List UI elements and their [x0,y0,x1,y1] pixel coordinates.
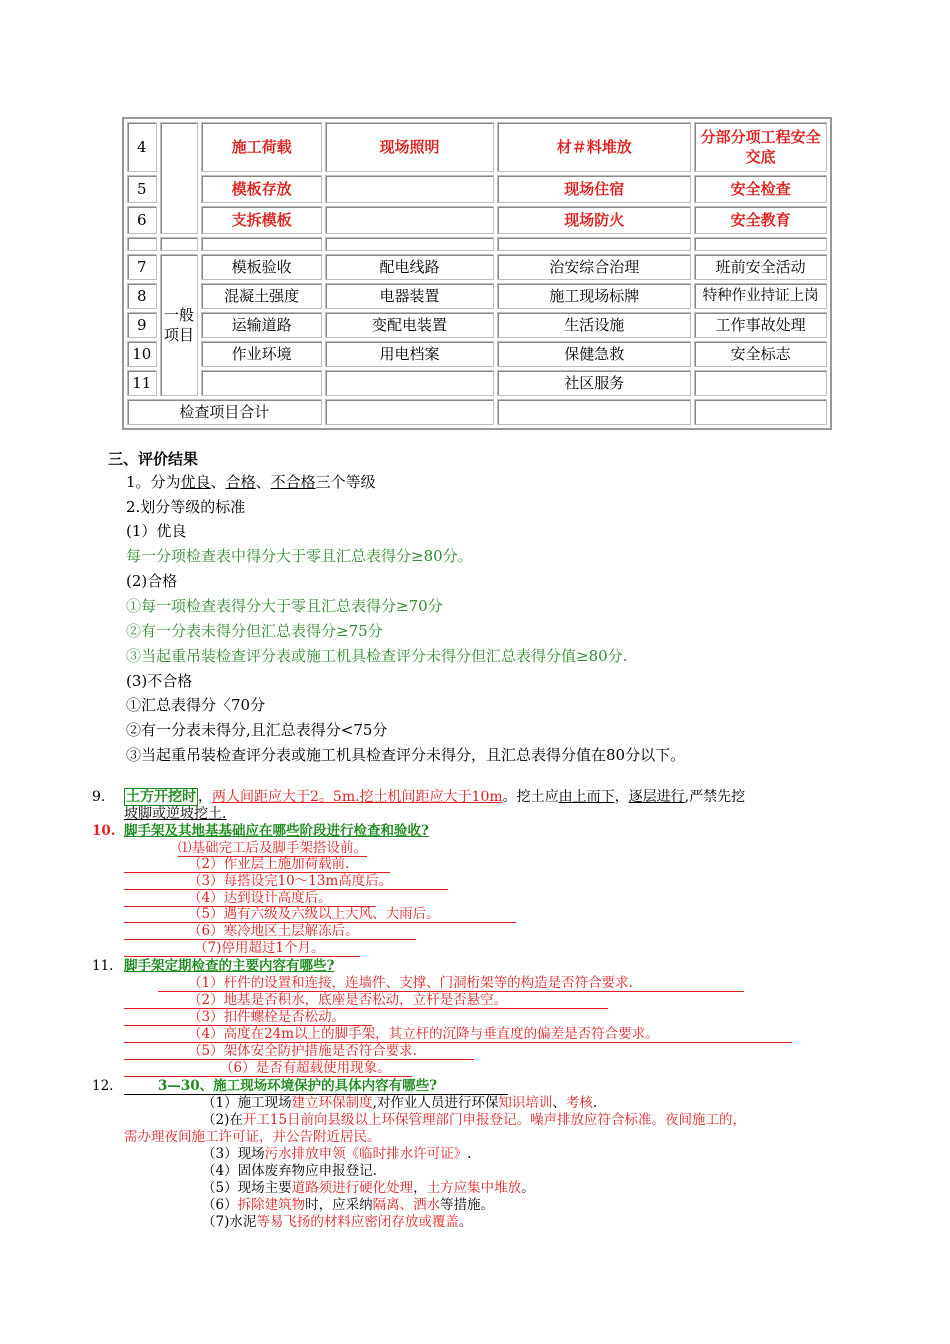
total-label: 检查项目合计 [127,399,322,425]
table-cell: 运输道路 [201,312,321,338]
q10-item: （5）遇有六级及六级以上大风、大雨后。 [124,906,516,923]
q10-title: 脚手架及其地基基础应在哪些阶段进行检查和验收? [124,823,429,839]
table-cell: 作业环境 [201,341,321,367]
q11-item: （1）杆件的设置和连接，连墙件、支撑、门洞桁架等的构造是否符合要求. [158,975,744,992]
category-cell-general: 一般项目 [160,254,199,396]
q12-item-6: （6）拆除建筑物时，应采纳隔离、洒水等措施。 [202,1197,495,1213]
table-row [127,254,827,280]
table-cell: 保健急救 [497,341,691,367]
table-cell: 模板验收 [201,254,321,280]
eval-line-5: (2)合格 [126,572,178,590]
q10-number: 10. [92,823,116,839]
row-number: 7 [127,254,157,280]
table-cell [325,206,494,234]
table-row [127,312,827,338]
q10-item: （2）作业层上施加荷载前. [124,856,390,873]
q11-item: （5）架体安全防护措施是否符合要求. [124,1043,474,1060]
q12-item-2-cont: 需办理夜间施工许可证，并公告附近居民。 [124,1129,381,1145]
q11-item: （2）地基是否积水，底座是否松动，立杆是否悬空。 [124,992,608,1009]
row-number: 8 [127,283,157,309]
eval-line-11: ②有一分表未得分,且汇总表得分<75分 [126,721,388,739]
table-cell: 材＃料堆放 [497,122,691,172]
table-cell: 安全教育 [694,206,827,234]
table-cell: 施工荷载 [201,122,321,172]
eval-line-6: ①每一项检查表得分大于零且汇总表得分≥70分 [126,597,443,615]
table-row-total [127,399,827,425]
table-cell: 班前安全活动 [694,254,827,280]
table-cell: 施工现场标牌 [497,283,691,309]
q12-item-3: （3）现场污水排放申领《临时排水许可证》. [202,1146,472,1162]
q9-line-2: 坡脚或逆坡挖土. [124,806,227,822]
table-cell: 社区服务 [497,370,691,396]
inspection-table [122,117,832,430]
eval-line-4: 每一分项检查表中得分大于零且汇总表得分≥80分。 [126,547,473,565]
row-number: 11 [127,370,157,396]
q12-item-5: （5）现场主要道路须进行硬化处理，土方应集中堆放。 [202,1180,535,1196]
q9-number: 9. [92,789,106,805]
eval-line-8: ③当起重吊装检查评分表或施工机具检查评分未得分但汇总表得分值≥80分. [126,647,628,665]
q10-item: （3）每搭设完10～13m高度后。 [124,873,448,890]
table-cell: 生活设施 [497,312,691,338]
q12-title: 3—30、施工现场环境保护的具体内容有哪些? [124,1078,508,1095]
q12-item-7: （7)水泥等易飞扬的材料应密闭存放或覆盖。 [202,1214,473,1230]
table-cell [694,370,827,396]
q9-line-1: 土方开挖时 ，两人间距应大于2。5m.挖土机间距应大于10m。挖土应由上而下，逐层进行,严禁先挖 [126,789,746,805]
table-row [127,175,827,203]
table-cell: 特种作业持证上岗 [694,283,827,309]
q12-number: 12. [92,1078,114,1094]
table-cell: 变配电装置 [325,312,494,338]
table-row [127,341,827,367]
table-row [127,206,827,234]
q11-item: （6）是否有超载使用现象。 [124,1060,412,1077]
row-number: 10 [127,341,157,367]
table-cell: 治安综合治理 [497,254,691,280]
table-cell: 现场照明 [325,122,494,172]
table-cell [201,370,321,396]
eval-line-1: 1。分为优良、合格、不合格三个等级 [126,473,376,491]
table-cell: 电器装置 [325,283,494,309]
eval-line-7: ②有一分表未得分但汇总表得分≥75分 [126,622,383,640]
eval-line-10: ①汇总表得分〈70分 [126,696,266,714]
category-cell [160,122,199,234]
eval-line-9: (3)不合格 [126,672,193,690]
table-cell: 混凝土强度 [201,283,321,309]
q12-item-1: （1）施工现场建立环保制度,对作业人员进行环保知识培训、考核. [202,1095,598,1111]
table-row [127,122,827,172]
table-row [127,283,827,309]
q12-item-2: （2)在开工15日前向县级以上环保管理部门申报登记。噪声排放应符合标准。夜间施工的， [202,1112,747,1128]
table-cell: 现场防火 [497,206,691,234]
q11-title: 脚手架定期检查的主要内容有哪些? [124,958,335,974]
row-number: 6 [127,206,157,234]
section-heading: 三、评价结果 [108,450,199,468]
q12-item-4: （4）固体废弃物应申报登记. [202,1163,377,1179]
q10-item: （7)停用超过1个月。 [124,940,360,957]
table-cell: 模板存放 [201,175,321,203]
table-cell: 支拆模板 [201,206,321,234]
table-cell: 工作事故处理 [694,312,827,338]
q10-item: ⑴基础完工后及脚手架搭设前。 [178,840,367,856]
table-row-empty [127,237,827,251]
eval-line-2: 2.划分等级的标准 [126,498,246,516]
q11-number: 11. [92,958,114,974]
q10-item: （6）寒冷地区土层解冻后。 [124,923,416,940]
row-number: 5 [127,175,157,203]
eval-line-3: (1）优良 [126,522,187,540]
table-cell: 现场住宿 [497,175,691,203]
q11-item: （4）高度在24m以上的脚手架，其立杆的沉降与垂直度的偏差是否符合要求。 [124,1026,792,1043]
table-cell: 用电档案 [325,341,494,367]
table-cell: 安全标志 [694,341,827,367]
table-cell [325,175,494,203]
table-row [127,370,827,396]
row-number: 4 [127,122,157,172]
q11-item: （3）扣件螺栓是否松动。 [124,1009,372,1026]
row-number: 9 [127,312,157,338]
table-cell [325,370,494,396]
table-cell: 配电线路 [325,254,494,280]
table-cell: 分部分项工程安全交底 [694,122,827,172]
eval-line-12: ③当起重吊装检查评分表或施工机具检查评分未得分，且汇总表得分值在80分以下。 [126,746,686,764]
q10-item: （4）达到设计高度后。 [124,890,376,907]
table-cell: 安全检查 [694,175,827,203]
